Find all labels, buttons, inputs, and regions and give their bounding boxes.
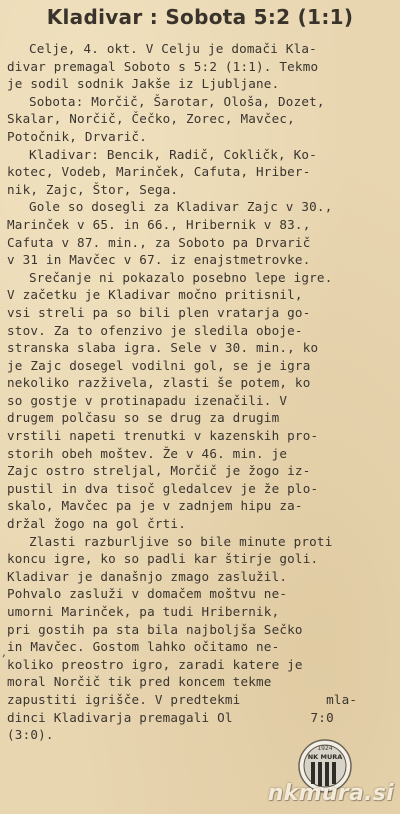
article-line: drugem polčasu so se drug za drugim	[7, 410, 280, 426]
article-line: v 31 in Mavčec v 67. iz enajstmetrovke.	[7, 252, 311, 268]
article-line: dinci Kladivarja premagali Ol 7:0	[7, 709, 334, 725]
article-line: nik, Zajc, Štor, Sega.	[7, 181, 179, 197]
article-line: stranska slaba igra. Sele v 30. min., ko	[7, 340, 319, 356]
article-line: so gostje v protinapadu izenačili. V	[7, 392, 288, 408]
article-line: in Mavčec. Gostom lahko očitamo ne-	[7, 639, 280, 655]
article-line: koncu igre, ko so padli kar štirje goli.	[7, 551, 319, 567]
article-line: Kladivar je današnjo zmago zaslužil.	[7, 568, 288, 584]
article-line: pustil in dva tisoč gledalcev je že plo-	[7, 480, 319, 496]
article-line: Skalar, Norčič, Čečko, Zorec, Mavčec,	[7, 111, 295, 127]
article-line: Potočnik, Drvarič.	[7, 128, 148, 144]
article-line: Sobota: Morčič, Šarotar, Ološa, Dozet,	[29, 93, 325, 109]
article-line: je Zajc dosegel vodilni gol, se je igra	[7, 357, 311, 373]
article-line: Pohvalo zasluži v domačem moštvu ne-	[7, 586, 288, 602]
article-line: vsi streli pa so bili plen vratarja go-	[7, 304, 311, 320]
article-line: držal žogo na gol črti.	[7, 516, 186, 532]
headline: Kladivar : Sobota 5:2 (1:1)	[46, 5, 354, 29]
article-line: Marinček v 65. in 66., Hribernik v 83.,	[7, 216, 311, 232]
article-line: vrstili napeti trenutki v kazenskih pro-	[7, 428, 319, 444]
article-line: divar premagal Soboto s 5:2 (1:1). Tekmo	[7, 58, 319, 74]
article-line: stov. Za to ofenzivo je sledila oboje-	[7, 322, 303, 338]
paragraph-goals	[7, 198, 392, 268]
article-line: skalo, Mavčec pa je v zadnjem hipu za-	[7, 498, 303, 514]
paragraph-sobota-lineup	[7, 93, 392, 146]
article-line: zapustiti igrišče. V predtekmi mla-	[7, 691, 358, 707]
margin-mark: ‚	[2, 645, 6, 659]
article-line: koliko preostro igro, zaradi katere je	[7, 656, 303, 672]
article-line: nekoliko razživela, zlasti še potem, ko	[7, 375, 311, 391]
article-line: (3:0).	[7, 727, 54, 743]
article-line: Zajc ostro streljal, Morčič je žogo iz-	[7, 463, 311, 479]
article-line: pri gostih pa sta bila najboljša Sečko	[7, 621, 303, 637]
article-line: Kladivar: Bencik, Radič, Cokličk, Ko-	[29, 146, 317, 162]
paragraph-match-report	[7, 269, 392, 533]
article-body	[7, 40, 392, 744]
article-line: je sodil sodnik Jakše iz Ljubljane.	[7, 76, 280, 92]
paragraph-kladivar-lineup	[7, 146, 392, 199]
article-line: storih obeh moštev. Že v 46. min. je	[7, 445, 288, 461]
article-line: Celje, 4. okt. V Celju je domači Kla-	[29, 41, 317, 56]
article-line: Gole so dosegli za Kladivar Zajc v 30.,	[29, 199, 333, 215]
article-line: moral Norčič tik pred koncem tekme	[7, 674, 272, 690]
article-line: Zlasti razburljive so bile minute proti	[29, 533, 333, 549]
watermark: nkmura.si	[267, 781, 394, 806]
article-line: Srečanje ni pokazalo posebno lepe igre.	[29, 269, 333, 285]
crest-text: NK MURA	[307, 753, 343, 761]
article-line: Cafuta v 87. min., za Soboto pa Drvarič	[7, 234, 311, 250]
article-line: V začetku je Kladivar močno pritisnil,	[7, 287, 303, 303]
article-line: umorni Marinček, pa tudi Hribernik,	[7, 604, 280, 619]
crest-year: 1924	[317, 745, 333, 752]
article-line: kotec, Vodeb, Marinček, Cafuta, Hriber-	[7, 164, 311, 180]
paragraph-intro	[7, 40, 392, 93]
paragraph-closing	[7, 533, 392, 744]
